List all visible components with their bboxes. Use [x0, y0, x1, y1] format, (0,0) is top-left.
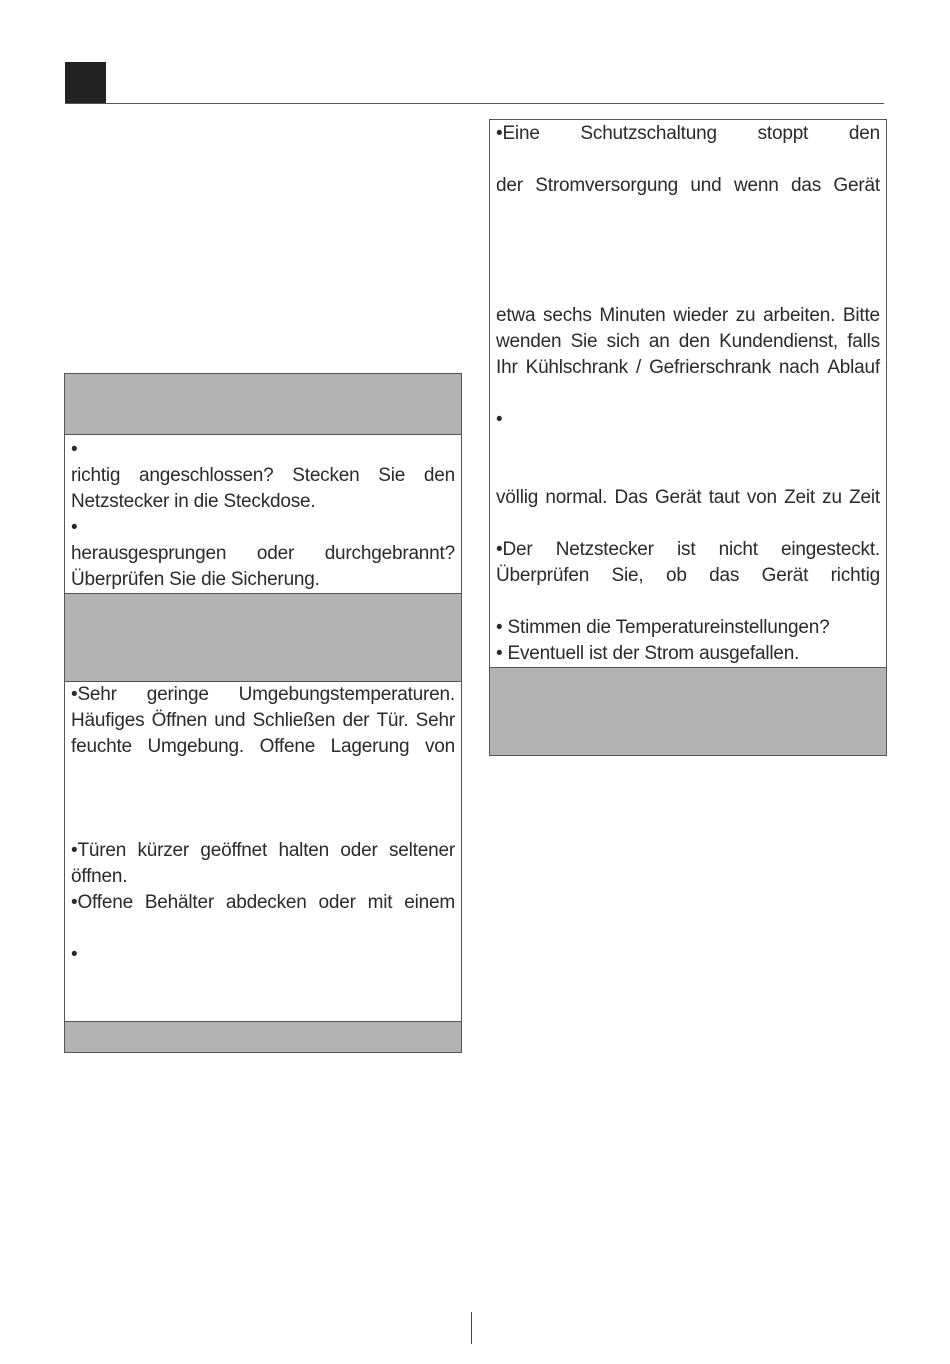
left-header-row-1 [65, 374, 461, 435]
word: wenden [496, 331, 562, 352]
word: Zeit [784, 487, 815, 508]
word: den [678, 331, 710, 352]
left-line: • [71, 517, 78, 538]
word: arbeiten. [763, 305, 836, 326]
word: ist [677, 539, 696, 560]
section-marker-block [65, 62, 106, 103]
right-line: • Stimmen die Temperatureinstellungen? [496, 617, 830, 638]
word: Sie [378, 465, 406, 486]
word: nicht [718, 539, 758, 560]
right-line [496, 563, 880, 589]
word: angeschlossen? [139, 465, 274, 486]
word: Gerät [833, 175, 880, 196]
word: eingesteckt. [781, 539, 880, 560]
word: Minuten [599, 305, 666, 326]
left-troubleshooting-table [64, 373, 462, 1053]
word: Lagerung [330, 736, 410, 757]
word: an [648, 331, 670, 352]
word: falls [847, 331, 880, 352]
word: und [214, 710, 246, 731]
word: Sie, [611, 565, 644, 586]
word: herausgesprungen [71, 543, 227, 564]
right-line: • [496, 409, 503, 430]
header-rule [65, 103, 884, 104]
left-line: Netzstecker in die Steckdose. [71, 491, 316, 512]
word: oder [340, 840, 378, 861]
word: taut [708, 487, 740, 508]
word: geöffnet [200, 840, 268, 861]
left-line: • [71, 944, 78, 965]
word: wenn [733, 175, 779, 196]
left-line [71, 463, 455, 489]
word: Gefrierschrank [649, 357, 771, 378]
word: •Sehr [71, 684, 117, 705]
word: zu [822, 487, 842, 508]
word: durchgebrannt? [324, 543, 455, 564]
word: Sie [570, 331, 598, 352]
word: •Der [496, 539, 533, 560]
word: Sehr [415, 710, 455, 731]
left-line [71, 682, 455, 708]
word: Umgebungstemperaturen. [238, 684, 455, 705]
right-line [496, 121, 880, 147]
left-line [71, 734, 455, 760]
word: halten [278, 840, 330, 861]
word: zu [735, 305, 756, 326]
word: völlig [496, 487, 539, 508]
word: Umgebung. [147, 736, 244, 757]
word: Öffnen [151, 710, 208, 731]
word: •Offene [71, 892, 133, 913]
word: Ablauf [827, 357, 880, 378]
left-line [71, 541, 455, 567]
word: Überprüfen [496, 565, 590, 586]
left-footer-row [65, 1021, 461, 1052]
right-line [496, 303, 880, 329]
word: das [709, 565, 740, 586]
word: richtig [71, 465, 121, 486]
word: einem [404, 892, 455, 913]
word: Netzstecker [555, 539, 654, 560]
word: Gerät [761, 565, 809, 586]
right-line [496, 485, 880, 511]
word: Tür. [376, 710, 409, 731]
word: Schließen [252, 710, 336, 731]
right-line [496, 355, 880, 381]
word: Bitte [842, 305, 880, 326]
right-troubleshooting-table [489, 119, 887, 756]
word: Stecken [292, 465, 360, 486]
word: sich [606, 331, 640, 352]
right-line [496, 329, 880, 355]
word: mit [367, 892, 393, 913]
word: Behälter [144, 892, 214, 913]
left-line: Überprüfen Sie die Sicherung. [71, 569, 320, 590]
word: Schutzschaltung [580, 123, 717, 144]
word: wieder [673, 305, 729, 326]
word: ob [665, 565, 687, 586]
word: von [424, 736, 455, 757]
word: nach [778, 357, 820, 378]
left-line: öffnen. [71, 866, 128, 887]
page-number-divider [471, 1312, 472, 1344]
right-line: • Eventuell ist der Strom ausgefallen. [496, 643, 800, 664]
word: Häufiges [71, 710, 145, 731]
right-line [496, 537, 880, 563]
word: geringe [146, 684, 209, 705]
left-header-row-2 [65, 593, 461, 682]
word: oder [318, 892, 356, 913]
word: Zeit [849, 487, 880, 508]
word: •Türen [71, 840, 127, 861]
word: sechs [543, 305, 592, 326]
word: normal. [545, 487, 608, 508]
word: abdecken [225, 892, 307, 913]
word: der [342, 710, 370, 731]
word: den [423, 465, 455, 486]
word: seltener [388, 840, 455, 861]
word: Offene [259, 736, 316, 757]
left-line [71, 708, 455, 734]
word: Kühlschrank [525, 357, 628, 378]
word: Das [614, 487, 648, 508]
word: / [635, 357, 642, 378]
word: der [496, 175, 523, 196]
word: •Eine [496, 123, 540, 144]
word: etwa [496, 305, 536, 326]
left-line: • [71, 439, 78, 460]
word: das [790, 175, 822, 196]
word: von [746, 487, 777, 508]
word: kürzer [137, 840, 190, 861]
word: Gerät [654, 487, 702, 508]
word: oder [256, 543, 295, 564]
word: stoppt [757, 123, 809, 144]
word: den [848, 123, 880, 144]
left-line [71, 890, 455, 916]
word: Kundendienst, [719, 331, 838, 352]
word: Ihr [496, 357, 518, 378]
word: feuchte [71, 736, 132, 757]
right-line [496, 173, 880, 199]
word: Stromversorgung [535, 175, 679, 196]
left-line [71, 838, 455, 864]
word: und [690, 175, 722, 196]
right-footer-row [490, 667, 886, 755]
word: richtig [830, 565, 880, 586]
